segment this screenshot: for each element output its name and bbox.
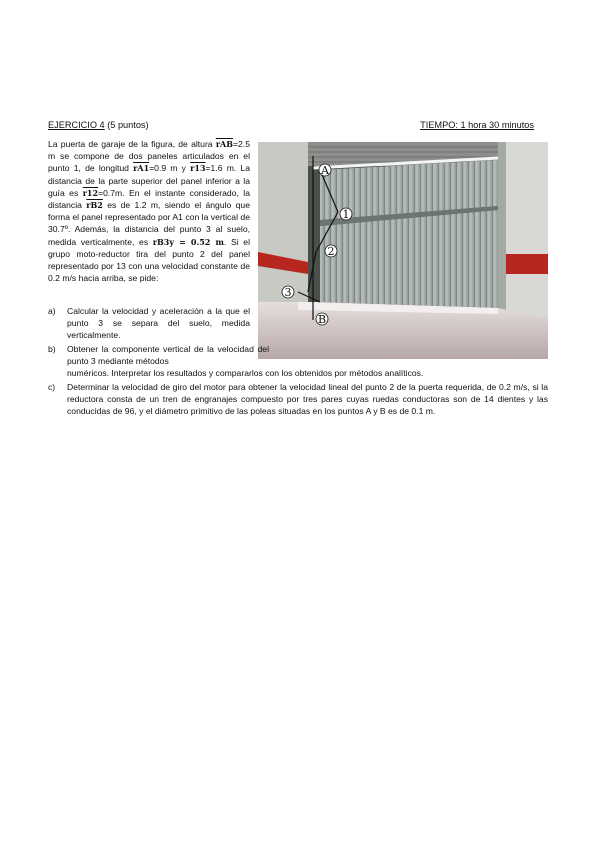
question-c-label: c) xyxy=(48,382,56,392)
question-a-label: a) xyxy=(48,306,56,316)
question-c xyxy=(48,381,548,418)
statement-text: =0.7m. En el instante considerado, la distancia xyxy=(48,187,250,211)
label-a: A xyxy=(321,164,329,177)
statement-text: La puerta de garaje de la figura, de altura xyxy=(48,139,216,149)
question-b-label: b) xyxy=(48,344,56,354)
question-b-continuation: numéricos. Interpretar los resultados y compararlos con los obtenidos por métodos analíticos. xyxy=(67,368,424,379)
symbol-rab: $\overline{rAB}$ xyxy=(215,139,234,149)
garage-door-photo xyxy=(258,142,548,359)
symbol-rb3y: rB3y = 0.52 m xyxy=(152,236,224,247)
statement-text: es de 1.2 m, siendo el ángulo que forma el panel representado por A1 con la vertical de 30.7º. Además, la distancia del punto 3 al suelo, medida verticalmente, es xyxy=(48,200,250,247)
time-limit: TIEMPO: 1 hora 30 minutos xyxy=(420,120,534,130)
statement-text: =1.6 m. La distancia de la parte superior del panel inferior a la guía es xyxy=(48,163,250,198)
label-1: 1 xyxy=(342,208,350,221)
exercise-title xyxy=(48,120,149,130)
question-a-text: Calcular la velocidad y aceleración a la que el punto 3 se separa del suelo, medida verticalmente. xyxy=(67,306,250,341)
statement-text: =0.9 m y xyxy=(149,163,191,174)
exercise-points: (5 puntos) xyxy=(104,120,149,130)
question-c-text: Determinar la velocidad de giro del motor para obtener la velocidad lineal del punto 2 de la puerta requerida, de 0.2 m/s, si la reductora consta de un tren de engranajes compuesto por tres pares cuyas ruedas conductoras son de 14 dientes y las conducidas de 96, y el diámetro primitivo de las poleas situadas en los puntos A y B es de 0.1 m. xyxy=(67,382,548,417)
symbol-ra1: rA1 xyxy=(133,163,150,174)
question-b-text: Obtener la componente vertical de la velocidad del punto 3 mediante métodos xyxy=(67,344,269,367)
statement-text: . Si el grupo moto-reductor tira del punto 2 del panel representado por 13 con una velocidad constante de 0.2 m/s hacia arriba, se pide: xyxy=(48,236,250,284)
question-b xyxy=(48,343,548,380)
label-2: 2 xyxy=(327,245,335,258)
symbol-rb2: rB2 xyxy=(86,200,103,211)
question-a xyxy=(48,305,250,342)
exercise-number: EJERCICIO 4 xyxy=(48,120,105,130)
statement-text: =2.5 m se compone de dos paneles articulados en el punto 1, de longitud xyxy=(48,139,250,174)
symbol-r12: r12 xyxy=(82,187,99,198)
label-b: B xyxy=(317,313,327,326)
problem-statement xyxy=(48,138,250,284)
exercise-header xyxy=(48,120,534,134)
symbol-r13: r13 xyxy=(190,163,206,174)
label-3: 3 xyxy=(284,286,292,299)
